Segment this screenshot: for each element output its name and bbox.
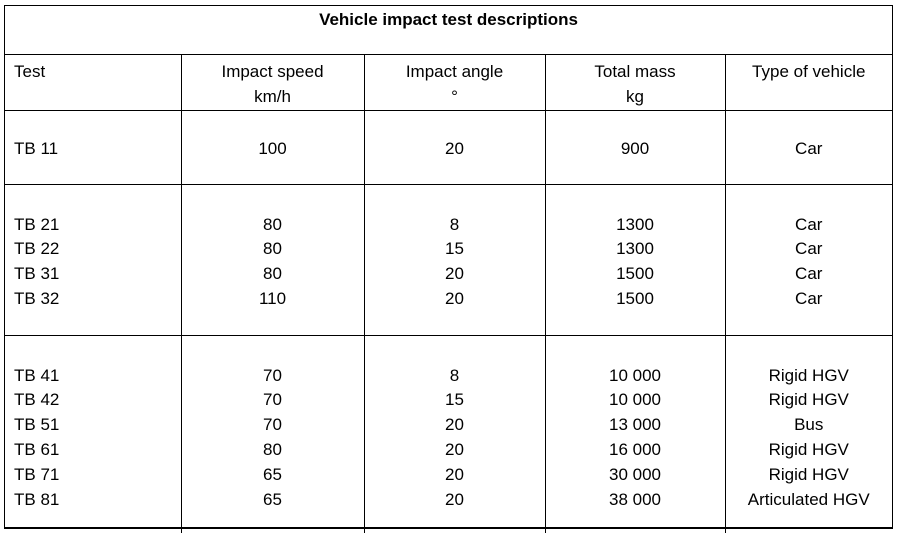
cell-value: Car [795, 264, 823, 284]
header-test: Test [5, 55, 181, 110]
cell-value: 20 [445, 288, 464, 308]
cell-value: 100 [258, 138, 287, 158]
cell-value: 70 [263, 365, 282, 385]
header-total-mass: Total mass kg [545, 55, 725, 110]
cell-value: 30 000 [609, 464, 661, 484]
cell-value: Rigid HGV [768, 439, 849, 459]
test-cell [5, 184, 181, 335]
impact-test-table-frame [4, 5, 893, 529]
cell-value: TB 22 [14, 239, 60, 259]
cell-value: 13 000 [609, 415, 661, 435]
header-row [5, 55, 892, 110]
cell-value: 1500 [616, 264, 654, 284]
cell-value: TB 42 [14, 390, 60, 410]
cell-value: 15 [445, 390, 464, 410]
cell-value: 1500 [616, 288, 654, 308]
cell-value: 80 [263, 239, 282, 259]
cell-value: 80 [263, 264, 282, 284]
impact-speed-cell [181, 335, 364, 533]
cell-value: Car [795, 239, 823, 259]
cell-value: TB 71 [14, 464, 60, 484]
impact-angle-cell [364, 335, 545, 533]
cell-value: 8 [449, 214, 460, 234]
cell-value: 110 [258, 288, 287, 308]
cell-value: Rigid HGV [768, 464, 849, 484]
cell-value: 16 000 [609, 439, 661, 459]
cell-value: 20 [445, 464, 464, 484]
cell-value: 80 [263, 439, 282, 459]
table-title: Vehicle impact test descriptions [5, 6, 892, 55]
cell-value: 20 [445, 489, 464, 509]
cell-value: TB 32 [14, 288, 60, 308]
test-cell [5, 335, 181, 533]
cell-value: TB 81 [14, 489, 60, 509]
vehicle-type-cell [725, 335, 892, 533]
cell-value: 8 [449, 365, 460, 385]
table-row [5, 184, 892, 335]
cell-value: 10 000 [609, 365, 661, 385]
cell-value: Car [795, 138, 823, 158]
cell-value: 1300 [616, 214, 654, 234]
cell-value: 1300 [616, 239, 654, 259]
cell-value: 70 [263, 415, 282, 435]
impact-speed-cell [181, 184, 364, 335]
total-mass-cell [545, 184, 725, 335]
cell-value: TB 51 [14, 415, 60, 435]
cell-value: TB 41 [14, 365, 60, 385]
cell-value: 900 [620, 138, 650, 158]
cell-value: TB 11 [14, 138, 59, 158]
vehicle-type-cell [725, 110, 892, 184]
cell-value: 20 [445, 138, 464, 158]
impact-test-table [5, 55, 892, 533]
cell-value: 15 [445, 239, 464, 259]
impact-angle-cell [364, 184, 545, 335]
cell-value: Articulated HGV [747, 489, 870, 509]
header-impact-speed: Impact speed km/h [181, 55, 364, 110]
cell-value: Car [795, 214, 823, 234]
total-mass-cell [545, 110, 725, 184]
impact-angle-cell [364, 110, 545, 184]
cell-value: Rigid HGV [768, 390, 849, 410]
cell-value: 65 [263, 464, 282, 484]
cell-value: Car [795, 288, 823, 308]
cell-value: 70 [263, 390, 282, 410]
total-mass-cell [545, 335, 725, 533]
cell-value: Rigid HGV [768, 365, 849, 385]
vehicle-type-cell [725, 184, 892, 335]
cell-value: 65 [263, 489, 282, 509]
header-impact-angle: Impact angle ° [364, 55, 545, 110]
header-vehicle-type: Type of vehicle [725, 55, 892, 110]
cell-value: 20 [445, 439, 464, 459]
cell-value: Bus [794, 415, 824, 435]
test-cell [5, 110, 181, 184]
cell-value: 20 [445, 415, 464, 435]
cell-value: TB 61 [14, 439, 60, 459]
cell-value: 38 000 [609, 489, 661, 509]
cell-value: TB 31 [14, 264, 60, 284]
cell-value: 20 [445, 264, 464, 284]
impact-speed-cell [181, 110, 364, 184]
cell-value: 10 000 [609, 390, 661, 410]
cell-value: TB 21 [14, 214, 60, 234]
table-row [5, 335, 892, 533]
table-row [5, 110, 892, 184]
cell-value: 80 [263, 214, 282, 234]
